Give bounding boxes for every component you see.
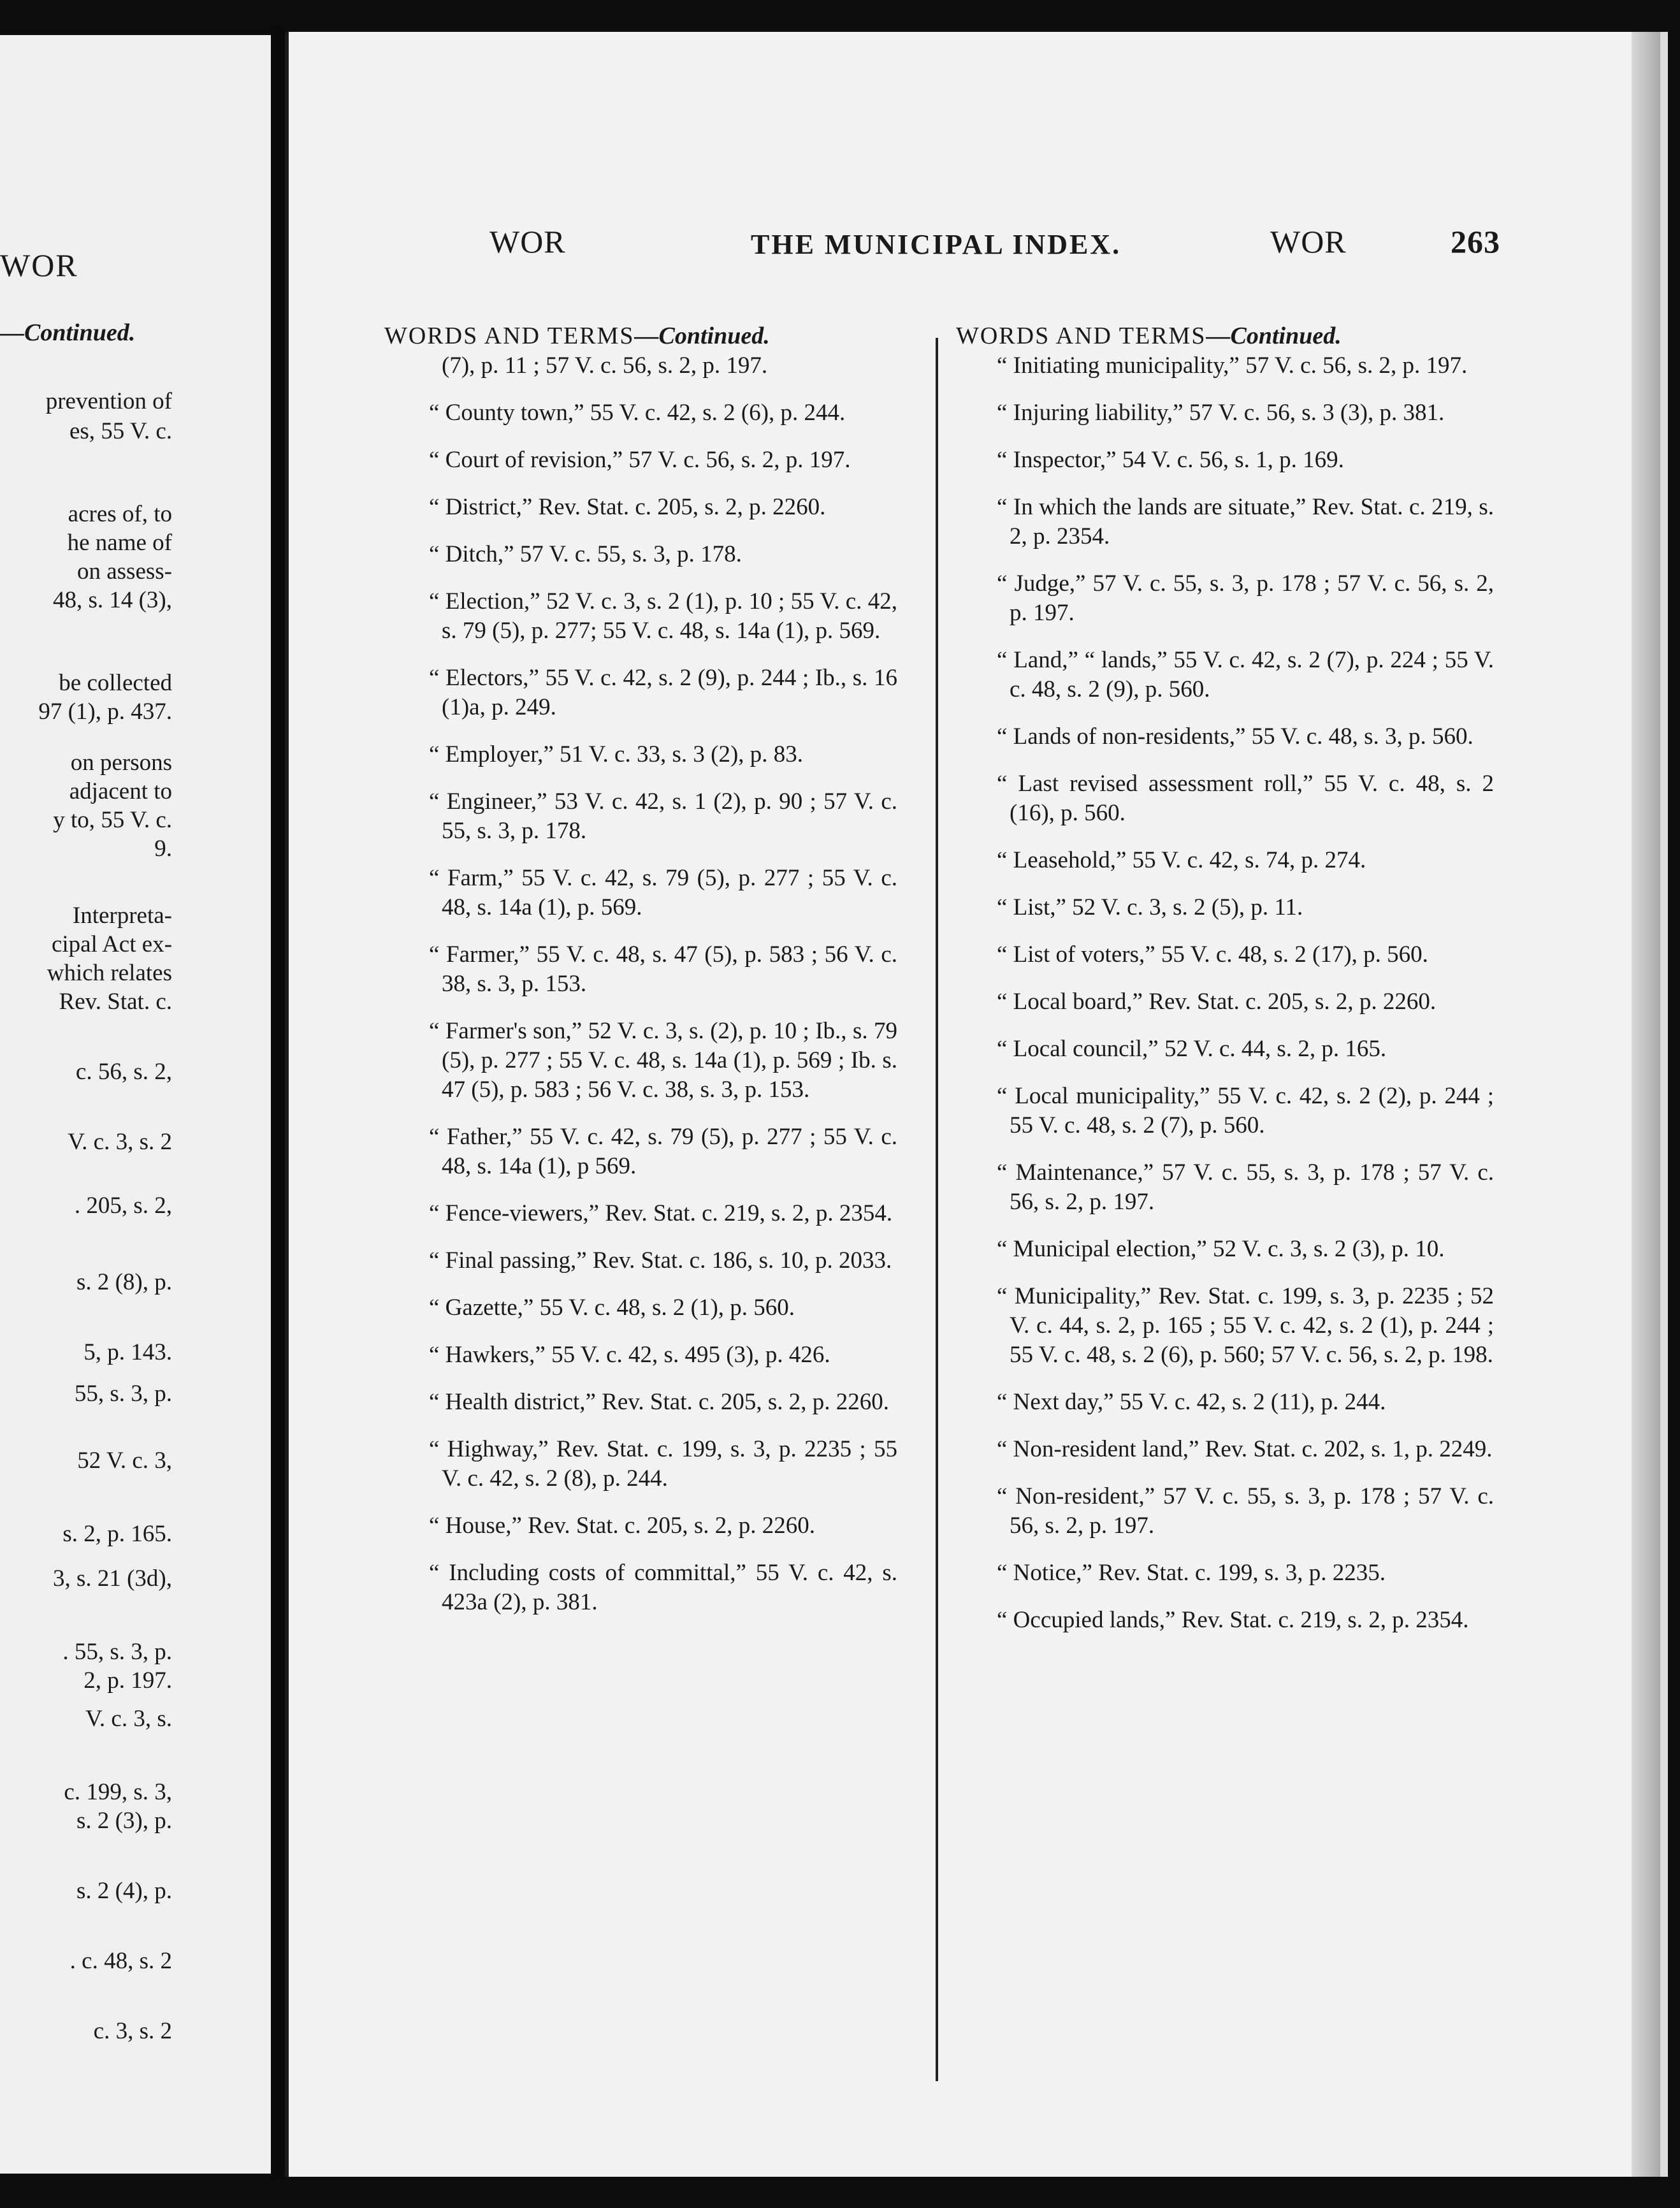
index-entry: (7), p. 11 ; 57 V. c. 56, s. 2, p. 197.	[442, 352, 768, 379]
right-heading-text: WORDS AND TERMS	[956, 323, 1206, 349]
index-entry: “ Hawkers,” 55 V. c. 42, s. 495 (3), p. 426.	[429, 1342, 830, 1368]
previous-page-line: 2, p. 197.	[83, 1667, 172, 1694]
previous-page-line: acres of, to	[68, 501, 172, 527]
index-entry: “ Non-resident,” 57 V. c. 55, s. 3, p. 178 ; 57 V. c. 56, s. 2, p. 197.	[997, 1483, 1494, 1539]
index-entry: “ Next day,” 55 V. c. 42, s. 2 (11), p. 244.	[997, 1389, 1386, 1415]
previous-page-line: s. 2 (3), p.	[76, 1808, 172, 1834]
previous-page-line: which relates	[47, 960, 172, 986]
running-head-title: THE MUNICIPAL INDEX.	[751, 229, 1122, 260]
previous-page-line: on persons	[70, 750, 172, 776]
previous-page-line: s. 2 (8), p.	[76, 1269, 172, 1295]
index-entry: “ Including costs of committal,” 55 V. c. 42, s. 423a (2), p. 381.	[429, 1560, 897, 1615]
previous-page-line: 5, p. 143.	[83, 1339, 172, 1365]
previous-page	[0, 35, 271, 2174]
previous-page-line: 48, s. 14 (3),	[52, 587, 172, 613]
left-heading-text: WORDS AND TERMS	[384, 323, 635, 349]
index-entry: “ Initiating municipality,” 57 V. c. 56, s. 2, p. 197.	[997, 352, 1468, 379]
index-entry: “ Engineer,” 53 V. c. 42, s. 1 (2), p. 90 ; 57 V. c. 55, s. 3, p. 178.	[429, 788, 897, 844]
index-entry: “ Health district,” Rev. Stat. c. 205, s. 2, p. 2260.	[429, 1389, 890, 1415]
index-entry: “ Non-resident land,” Rev. Stat. c. 202, s. 1, p. 2249.	[997, 1436, 1493, 1462]
index-entry: “ Leasehold,” 55 V. c. 42, s. 74, p. 274.	[997, 847, 1366, 873]
index-entry: “ Inspector,” 54 V. c. 56, s. 1, p. 169.	[997, 447, 1344, 473]
previous-page-header: WOR	[0, 247, 78, 283]
previous-page-line: . 205, s. 2,	[74, 1193, 172, 1219]
index-entry: “ Maintenance,” 57 V. c. 55, s. 3, p. 178 ; 57 V. c. 56, s. 2, p. 197.	[997, 1159, 1494, 1215]
page-gutter	[271, 25, 285, 2180]
previous-page-line: c. 56, s. 2,	[75, 1059, 172, 1085]
previous-page-line: 9.	[154, 836, 172, 862]
index-entry: “ County town,” 55 V. c. 42, s. 2 (6), p. 244.	[429, 400, 846, 426]
page-edge-shadow	[1632, 32, 1660, 2177]
index-entry: “ Father,” 55 V. c. 42, s. 79 (5), p. 277 ; 55 V. c. 48, s. 14a (1), p 569.	[429, 1124, 897, 1179]
index-page	[285, 32, 1653, 2177]
previous-page-line: s. 2 (4), p.	[76, 1878, 172, 1904]
previous-page-line: 3, s. 21 (3d),	[52, 1565, 172, 1592]
index-entry: “ Municipal election,” 52 V. c. 3, s. 2 (3), p. 10.	[997, 1236, 1445, 1262]
right-column	[956, 322, 1606, 1653]
running-head-left-guide: WOR	[489, 224, 566, 259]
page-edge	[1660, 32, 1668, 2177]
right-column-heading	[956, 322, 1606, 350]
index-entry: “ Lands of non-residents,” 55 V. c. 48, s. 3, p. 560.	[997, 723, 1474, 750]
index-entry: “ Notice,” Rev. Stat. c. 199, s. 3, p. 2235.	[997, 1560, 1386, 1586]
index-entry: “ Last revised assessment roll,” 55 V. c. 48, s. 2 (16), p. 560.	[997, 771, 1494, 826]
previous-page-line: es, 55 V. c.	[69, 418, 172, 444]
previous-page-line: s. 2, p. 165.	[62, 1521, 172, 1547]
previous-page-line: on assess-	[76, 558, 172, 585]
index-entry: “ Occupied lands,” Rev. Stat. c. 219, s. 2, p. 2354.	[997, 1607, 1469, 1633]
index-entry: “ Local municipality,” 55 V. c. 42, s. 2 (2), p. 244 ; 55 V. c. 48, s. 2 (7), p. 560.	[997, 1083, 1494, 1138]
index-entry: “ List,” 52 V. c. 3, s. 2 (5), p. 11.	[997, 894, 1303, 920]
index-entry: “ House,” Rev. Stat. c. 205, s. 2, p. 2260.	[429, 1513, 815, 1539]
index-entry: “ Ditch,” 57 V. c. 55, s. 3, p. 178.	[429, 541, 742, 567]
column-rule	[936, 338, 938, 2081]
index-entry: “ Gazette,” 55 V. c. 48, s. 2 (1), p. 560.	[429, 1295, 795, 1321]
previous-page-line: V. c. 3, s.	[85, 1706, 172, 1732]
index-entry: “ Farmer,” 55 V. c. 48, s. 47 (5), p. 583 ; 56 V. c. 38, s. 3, p. 153.	[429, 941, 897, 997]
previous-page-line: he name of	[67, 530, 172, 556]
previous-page-line: 55, s. 3, p.	[74, 1381, 172, 1407]
previous-page-continued: —Continued.	[0, 319, 136, 346]
previous-page-line: prevention of	[45, 388, 172, 414]
previous-page-line: V. c. 3, s. 2	[68, 1129, 172, 1155]
index-entry: “ Land,” “ lands,” 55 V. c. 42, s. 2 (7), p. 224 ; 55 V. c. 48, s. 2 (9), p. 560.	[997, 647, 1494, 702]
index-entry: “ Municipality,” Rev. Stat. c. 199, s. 3, p. 2235 ; 52 V. c. 44, s. 2, p. 165 ; 55 V. c. 42, s. 2 (1), p. 244 ; 55 V. c. 48, s. 2 (6), p. 560; 57 V. c. 56, s. 2, p. 198.	[997, 1283, 1494, 1368]
previous-page-line: y to, 55 V. c.	[53, 807, 172, 833]
running-head-right-guide: WOR	[1270, 224, 1347, 259]
previous-page-line: . 55, s. 3, p.	[62, 1639, 172, 1665]
index-entry: “ List of voters,” 55 V. c. 48, s. 2 (17), p. 560.	[997, 941, 1428, 968]
previous-page-line: . c. 48, s. 2	[69, 1948, 172, 1974]
index-entry: “ Election,” 52 V. c. 3, s. 2 (1), p. 10 ; 55 V. c. 42, s. 79 (5), p. 277; 55 V. c. 48, s. 14a (1), p. 569.	[429, 588, 897, 644]
index-entry: “ In which the lands are situate,” Rev. Stat. c. 219, s. 2, p. 2354.	[997, 494, 1494, 549]
index-entry: “ Highway,” Rev. Stat. c. 199, s. 3, p. 2235 ; 55 V. c. 42, s. 2 (8), p. 244.	[429, 1436, 897, 1492]
left-heading-continued: —Continued.	[634, 323, 770, 349]
previous-page-line: Rev. Stat. c.	[59, 989, 172, 1015]
index-entry: “ District,” Rev. Stat. c. 205, s. 2, p. 2260.	[429, 494, 826, 520]
previous-page-line: cipal Act ex-	[51, 931, 172, 957]
index-entry: “ Judge,” 57 V. c. 55, s. 3, p. 178 ; 57 V. c. 56, s. 2, p. 197.	[997, 570, 1494, 626]
right-entries	[956, 351, 1606, 1635]
previous-page-line: 97 (1), p. 437.	[38, 699, 172, 725]
index-entry: “ Farmer's son,” 52 V. c. 3, s. (2), p. 10 ; Ib., s. 79 (5), p. 277 ; 55 V. c. 48, s. 14a (1), p. 569 ; Ib. s. 47 (5), p. 583 ; 56 V. c. 38, s. 3, p. 153.	[429, 1018, 897, 1103]
index-entry: “ Final passing,” Rev. Stat. c. 186, s. 10, p. 2033.	[429, 1247, 892, 1274]
previous-page-line: c. 3, s. 2	[93, 2018, 172, 2044]
page-number: 263	[1451, 224, 1500, 259]
index-entry: “ Local board,” Rev. Stat. c. 205, s. 2, p. 2260.	[997, 989, 1437, 1015]
index-entry: “ Employer,” 51 V. c. 33, s. 3 (2), p. 83.	[429, 741, 804, 767]
index-entry: “ Court of revision,” 57 V. c. 56, s. 2, p. 197.	[429, 447, 851, 473]
previous-page-line: adjacent to	[69, 778, 172, 804]
right-heading-continued: —Continued.	[1206, 323, 1342, 349]
previous-page-line: 52 V. c. 3,	[77, 1448, 172, 1474]
index-entry: “ Farm,” 55 V. c. 42, s. 79 (5), p. 277 ; 55 V. c. 48, s. 14a (1), p. 569.	[429, 865, 897, 920]
index-entry: “ Fence-viewers,” Rev. Stat. c. 219, s. 2, p. 2354.	[429, 1200, 893, 1226]
previous-page-line: c. 199, s. 3,	[64, 1779, 172, 1805]
index-entry: “ Injuring liability,” 57 V. c. 56, s. 3 (3), p. 381.	[997, 400, 1445, 426]
index-entry: “ Electors,” 55 V. c. 42, s. 2 (9), p. 244 ; Ib., s. 16 (1)a, p. 249.	[429, 665, 897, 720]
previous-page-line: Interpreta-	[72, 903, 172, 929]
previous-page-line: be collected	[59, 670, 172, 696]
index-entry: “ Local council,” 52 V. c. 44, s. 2, p. 165.	[997, 1036, 1387, 1062]
